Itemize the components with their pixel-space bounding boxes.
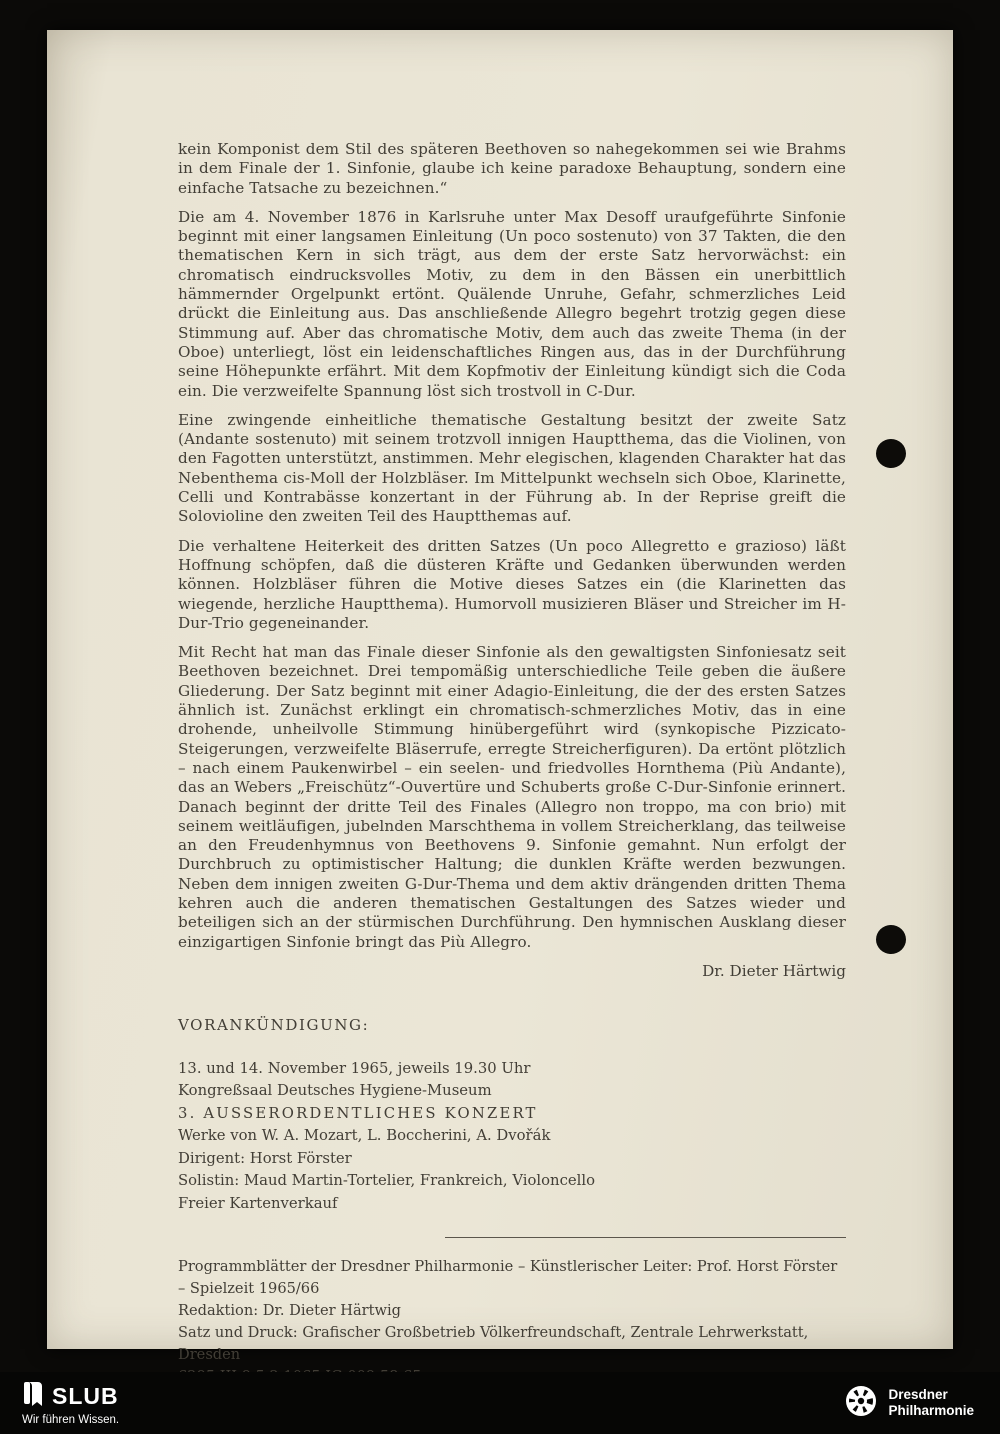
paragraph: Die verhaltene Heiterkeit des dritten Satzes (Un poco Allegretto e grazioso) läßt Hoffnung schöpfen, daß die düsteren Kräfte und Gedanken überwunden werden können. Holzbläser führen die Motive dieses Satzes ein (die Klarinetten das wiegende, herzliche Hauptthema). Humorvoll musizieren Bläser und Streicher im H-Dur-Trio gegeneinander. [178, 536, 846, 632]
author-signature: Dr. Dieter Härtwig [702, 961, 846, 980]
announcement-line: Freier Kartenverkauf [178, 1194, 338, 1212]
imprint-section [178, 1256, 846, 1388]
slub-tagline: Wir führen Wissen. [22, 1413, 120, 1426]
punch-hole-top [876, 439, 906, 468]
philharmonie-name [888, 1387, 974, 1419]
paragraph: Mit Recht hat man das Finale dieser Sinfonie als den gewaltigsten Sinfoniesatz seit Beethoven bezeichnet. Drei tempomäßig unterschiedliche Teile geben die äußere Gliederung. Der Satz beginnt mit einer Adagio-Einleitung, die der des ersten Satzes ähnlich ist. Zunächst erklingt ein chromatisch-schmerzliches Motiv, das in eine drohende, unheilvolle Stimmung hinübergeführt wird (synkopische Pizzicato-Steigerungen, verzweifelte Bläserrufe, erregte Streicherfiguren). Da ertönt plötzlich – nach einem Paukenwirbel – ein seelen- und friedvolles Hornthema (Più Andante), das an Webers „Freischütz“-Ouvertüre und Schuberts große C-Dur-Sinfonie erinnert. Danach beginnt der dritte Teil des Finales (Allegro non troppo, ma con brio) mit seinem weitläufigen, jubelnden Marschthema in vollem Streicherklang, das teilweise an den Freudenhymnus von Beethovens 9. Sinfonie gemahnt. Nun erfolgt der Durchbruch zu optimistischer Haltung; die dunklen Kräfte werden bezwungen. Neben dem innigen zweiten G-Dur-Thema und dem aktiv drängenden dritten Thema kehren auch die anderen thematischen Gestaltungen des Satzes wieder und beteiligen sich an der stürmischen Durchführung. Den hymnischen Ausklang dieser einzigartigen Sinfonie bringt das Più Allegro. [178, 643, 846, 951]
viewer-footer-bar [0, 1372, 1000, 1434]
announcement-section [178, 1016, 846, 1216]
punch-hole-bottom [876, 925, 906, 954]
philharmonie-name-line2: Philharmonie [888, 1403, 974, 1418]
philharmonie-name-line1: Dresdner [888, 1387, 948, 1402]
announcement-line: Dirigent: Horst Förster [178, 1149, 352, 1167]
text-block [178, 140, 846, 1388]
imprint-line: Programmblätter der Dresdner Philharmonie – Künstlerischer Leiter: Prof. Horst Förster – Spielzeit 1965/66 [178, 1258, 838, 1298]
philharmonie-logo[interactable] [844, 1384, 974, 1423]
imprint-line: Redaktion: Dr. Dieter Härtwig [178, 1302, 402, 1320]
announcement-line: 3. AUSSERORDENTLICHES KONZERT [178, 1104, 538, 1122]
slub-book-icon [22, 1381, 44, 1412]
paragraph: kein Komponist dem Stil des späteren Beethoven so nahegekommen sei wie Brahms in dem Finale der 1. Sinfonie, glaube ich keine paradoxe Behauptung, sondern eine einfache Tatsache zu bezeichnen.“ [178, 140, 846, 197]
slub-title: SLUB [52, 1382, 119, 1409]
paragraph: Die am 4. November 1876 in Karlsruhe unter Max Desoff uraufgeführte Sinfonie beginnt mit einer langsamen Einleitung (Un poco sostenuto) von 37 Takten, die den thematischen Kern in sich trägt, aus dem der erste Satz hervorwächst: ein chromatisch eindrucksvolles Motiv, zu dem in den Bässen ein unerbittlich hämmernder Orgelpunkt ertönt. Quälende Unruhe, Gefahr, schmerzliches Leid drückt die Einleitung aus. Das anschließende Allegro begehrt trotzig gegen diese Stimmung auf. Aber das chromatische Motiv, dem auch das zweite Thema (in der Oboe) unterliegt, löst ein leidenschaftliches Ringen aus, das in der Durchführung seine Höhepunkte erfährt. Mit dem Kopfmotiv der Einleitung kündigt sich die Coda ein. Die verzweifelte Spannung löst sich trostvoll in C-Dur. [178, 207, 846, 400]
imprint-divider [445, 1237, 846, 1238]
slub-logo[interactable] [22, 1381, 119, 1426]
paragraph: Eine zwingende einheitliche thematische Gestaltung besitzt der zweite Satz (Andante sostenuto) mit seinem trotzvoll innigen Hauptthema, das die Violinen, von den Fagotten unterstützt, anstimmen. Mehr elegischen, klagenden Charakter hat das Nebenthema cis-Moll der Holzbläser. Im Mittelpunkt wechseln sich Oboe, Klarinette, Celli und Kontrabässe konzertant in der Führung ab. In der Reprise greift die Solovioline den zweiten Teil des Hauptthemas auf. [178, 410, 846, 526]
announcement-line: 13. und 14. November 1965, jeweils 19.30 Uhr [178, 1059, 531, 1077]
imprint-line: Satz und Druck: Grafischer Großbetrieb Völkerfreundschaft, Zentrale Lehrwerkstatt, Dresden [178, 1324, 809, 1364]
philharmonie-emblem-icon [844, 1384, 878, 1423]
announcement-heading: VORANKÜNDIGUNG: [178, 1015, 370, 1034]
announcement-line: Kongreßsaal Deutsches Hygiene-Museum [178, 1082, 492, 1100]
announcement-line: Werke von W. A. Mozart, L. Boccherini, A. Dvořák [178, 1127, 551, 1145]
scanned-page [47, 30, 953, 1364]
announcement-line: Solistin: Maud Martin-Tortelier, Frankreich, Violoncello [178, 1172, 595, 1190]
